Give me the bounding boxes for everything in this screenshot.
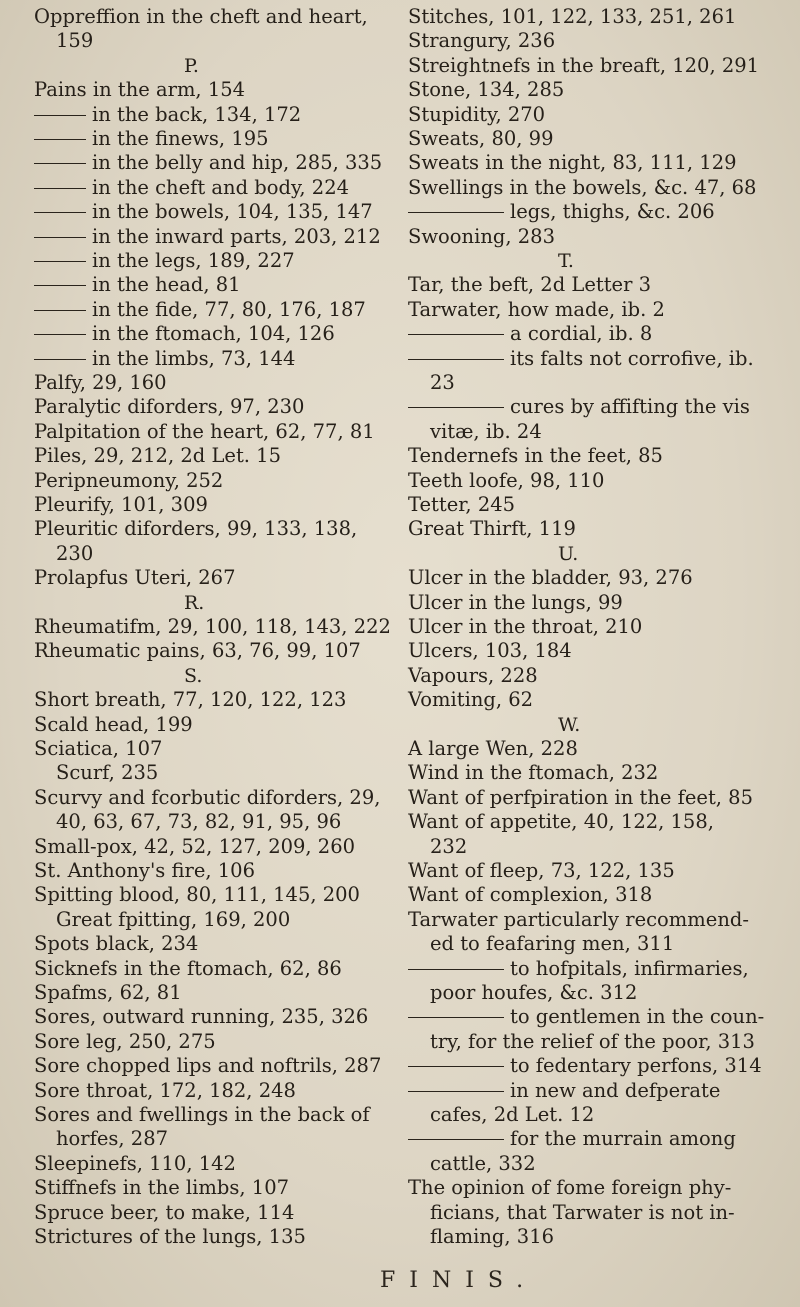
index-entry-text: Tetter, 245 [408, 493, 516, 516]
ditto-dash [34, 237, 86, 238]
index-entry [34, 616, 391, 638]
index-entry-text: Pains in the arm, 154 [34, 78, 246, 102]
ditto-dash [408, 1017, 504, 1018]
index-entry [34, 1202, 294, 1224]
index-entry [34, 1226, 306, 1248]
index-entry [408, 323, 652, 345]
index-entry [408, 738, 578, 760]
index-entry [34, 567, 236, 589]
index-entry-text: Pleurify, 101, 309 [34, 493, 208, 516]
index-entry [34, 128, 269, 150]
index-entry [408, 860, 675, 882]
index-entry-text: A large Wen, 228 [408, 737, 578, 760]
index-entry [408, 30, 555, 52]
section-letter: U. [558, 542, 579, 565]
index-entry [34, 1080, 296, 1102]
index-entry-text: Scald head, 199 [34, 712, 193, 736]
index-entry-text: Strangury, 236 [408, 29, 556, 53]
index-entry-text: to hofpitals, infirmaries, [510, 956, 749, 980]
index-entry [430, 1226, 554, 1248]
index-entry-text: Oppreffion in the cheft and heart, [34, 5, 368, 28]
index-entry-text: Sore throat, 172, 182, 248 [34, 1078, 296, 1102]
index-entry [34, 348, 295, 370]
index-entry-text: in the head, 81 [92, 273, 241, 297]
ditto-dash [408, 969, 504, 970]
index-entry [430, 933, 674, 955]
index-entry [34, 299, 366, 321]
index-entry-text: Strictures of the lungs, 135 [34, 1225, 306, 1248]
index-entry-text: in the bowels, 104, 135, 147 [92, 200, 373, 224]
index-entry [408, 6, 736, 28]
index-entry [408, 445, 663, 467]
index-entry [408, 226, 555, 248]
index-entry-text: Ulcer in the bladder, 93, 276 [408, 566, 693, 590]
section-letter: R. [184, 591, 205, 614]
index-entry-text: Pleuritic diforders, 99, 133, 138, [34, 517, 358, 541]
index-entry-text: in the limbs, 73, 144 [92, 346, 296, 370]
index-entry [34, 787, 380, 809]
index-entry-text: Sores, outward running, 235, 326 [34, 1005, 369, 1029]
ditto-dash [34, 310, 86, 311]
ditto-dash [408, 359, 504, 360]
index-entry-text: Ulcer in the throat, 210 [408, 615, 643, 638]
index-entry-text: Stitches, 101, 122, 133, 251, 261 [408, 5, 737, 28]
index-entry [56, 30, 93, 52]
index-entry-text: Rheumatifm, 29, 100, 118, 143, 222 [34, 615, 391, 638]
index-entry [34, 177, 349, 199]
index-entry [34, 1055, 381, 1077]
ditto-dash [34, 359, 86, 360]
index-entry-text: a cordial, ib. 8 [510, 322, 653, 346]
index-entry [34, 933, 198, 955]
index-entry [408, 1055, 762, 1077]
index-entry-text: Tendernefs in the feet, 85 [408, 444, 663, 468]
index-entry [408, 470, 604, 492]
index-entry [34, 396, 304, 418]
index-entry-text: Scurf, 235 [56, 761, 159, 785]
index-entry-text: in the inward parts, 203, 212 [92, 224, 381, 248]
index-entry-text: Spruce beer, to make, 114 [34, 1200, 295, 1224]
index-entry-text: Palpitation of the heart, 62, 77, 81 [34, 419, 375, 443]
index-entry [34, 1104, 370, 1126]
index-entry [408, 348, 754, 370]
ditto-dash [34, 285, 86, 286]
index-entry [34, 714, 193, 736]
index-entry [34, 79, 245, 101]
index-entry [430, 1031, 755, 1053]
ditto-dash [34, 139, 86, 140]
index-entry [34, 518, 357, 540]
index-entry [34, 152, 382, 174]
index-entry [56, 762, 158, 784]
index-entry [34, 958, 342, 980]
index-entry [408, 909, 749, 931]
index-entry-text: Vapours, 228 [408, 663, 538, 687]
index-entry-text: Palfy, 29, 160 [34, 371, 167, 394]
index-entry-text: 159 [56, 29, 94, 53]
index-entry-text: Prolapfus Uteri, 267 [34, 566, 236, 590]
index-entry-text: cures by affifting the vis [510, 395, 750, 419]
index-entry-text: in the ftomach, 104, 126 [92, 322, 335, 346]
index-entry-text: in the back, 134, 172 [92, 102, 302, 126]
index-entry [408, 177, 756, 199]
index-entry [34, 323, 335, 345]
index-entry [408, 1128, 736, 1150]
index-entry-text: Paralytic diforders, 97, 230 [34, 395, 305, 419]
index-entry-text: ficians, that Tarwater is not in- [430, 1200, 735, 1224]
ditto-dash [34, 212, 86, 213]
index-entry [408, 128, 553, 150]
index-entry-text: to fedentary perfons, 314 [510, 1054, 762, 1078]
section-letter: P. [184, 54, 199, 77]
index-entry [430, 836, 467, 858]
ditto-dash [34, 261, 86, 262]
index-entry [408, 104, 545, 126]
index-entry-text: Small-pox, 42, 52, 127, 209, 260 [34, 834, 356, 858]
index-entry-text: Sore chopped lips and noftrils, 287 [34, 1054, 382, 1078]
index-entry-text: Want of complexion, 318 [408, 883, 653, 907]
index-entry-text: Ulcers, 103, 184 [408, 639, 572, 663]
index-entry-text: in the belly and hip, 285, 335 [92, 151, 383, 175]
index-entry-text: Wind in the ftomach, 232 [408, 761, 659, 785]
index-entry-text: Want of perfpiration in the feet, 85 [408, 785, 753, 809]
index-entry [34, 201, 373, 223]
index-entry-text: Sore leg, 250, 275 [34, 1029, 216, 1053]
index-entry-text: Scurvy and fcorbutic diforders, 29, [34, 785, 381, 809]
index-entry-text: Piles, 29, 212, 2d Let. 15 [34, 444, 281, 468]
index-entry-text: Tarwater particularly recommend- [408, 907, 749, 931]
index-entry [34, 1153, 236, 1175]
index-entry-text: to gentlemen in the coun- [510, 1005, 765, 1029]
index-entry-text: flaming, 316 [430, 1225, 555, 1248]
index-entry-text: Sleepinefs, 110, 142 [34, 1151, 236, 1175]
index-entry-text: horfes, 287 [56, 1127, 169, 1151]
index-entry [430, 982, 637, 1004]
index-entry-text: Sciatica, 107 [34, 737, 163, 760]
index-entry-text: in the fide, 77, 80, 176, 187 [92, 297, 366, 321]
index-entry [34, 689, 346, 711]
index-entry [56, 543, 93, 565]
index-entry-text: 40, 63, 67, 73, 82, 91, 95, 96 [56, 810, 342, 834]
ditto-dash [34, 163, 86, 164]
index-entry [408, 592, 623, 614]
index-entry [34, 494, 208, 516]
index-entry [34, 274, 241, 296]
index-entry [408, 274, 651, 296]
index-entry-text: poor houfes, &c. 312 [430, 981, 638, 1004]
index-entry [34, 226, 381, 248]
index-entry [430, 1104, 594, 1126]
index-entry [408, 1177, 731, 1199]
index-entry-text: Vomiting, 62 [408, 688, 534, 712]
index-entry-text: in the legs, 189, 227 [92, 249, 295, 272]
index-entry-text: Swooning, 283 [408, 224, 555, 248]
index-entry-text: Want of appetite, 40, 122, 158, [408, 810, 714, 834]
index-entry-text: Spafms, 62, 81 [34, 981, 182, 1004]
index-entry [408, 79, 564, 101]
index-entry [34, 1031, 216, 1053]
ditto-dash [408, 1139, 504, 1140]
index-entry-text: ed to feafaring men, 311 [430, 932, 675, 956]
index-entry-text: St. Anthony's fire, 106 [34, 859, 255, 882]
index-entry-text: Stupidity, 270 [408, 102, 546, 126]
index-entry-text: Sicknefs in the ftomach, 62, 86 [34, 956, 342, 980]
index-entry [34, 445, 281, 467]
index-entry-text: Streightnefs in the breaft, 120, 291 [408, 53, 760, 77]
index-entry [34, 860, 255, 882]
index-entry [408, 762, 658, 784]
index-entry-text: try, for the relief of the poor, 313 [430, 1029, 755, 1053]
index-entry [408, 884, 652, 906]
index-entry-text: Great fpitting, 169, 200 [56, 907, 291, 931]
index-entry [408, 152, 737, 174]
index-entry-text: for the murrain among [510, 1127, 736, 1151]
index-entry-text: 230 [56, 541, 94, 565]
ditto-dash [34, 188, 86, 189]
index-entry-text: Sweats in the night, 83, 111, 129 [408, 151, 737, 175]
index-entry [56, 1128, 168, 1150]
index-entry-text: Short breath, 77, 120, 122, 123 [34, 688, 347, 712]
index-entry [408, 201, 715, 223]
ditto-dash [408, 407, 504, 408]
index-entry [34, 250, 295, 272]
index-entry [430, 1153, 536, 1175]
index-entry [56, 811, 341, 833]
index-entry [34, 421, 375, 443]
index-entry-text: Peripneumony, 252 [34, 468, 224, 492]
ditto-dash [408, 212, 504, 213]
index-entry-text: Sweats, 80, 99 [408, 127, 554, 150]
index-entry [34, 836, 355, 858]
index-entry-text: Ulcer in the lungs, 99 [408, 590, 623, 614]
index-entry-text: 23 [430, 371, 455, 394]
index-entry [56, 909, 290, 931]
index-entry-text: cafes, 2d Let. 12 [430, 1103, 595, 1126]
index-entry [408, 689, 533, 711]
index-entry [408, 567, 693, 589]
index-entry-text: Great Thirft, 119 [408, 517, 576, 541]
index-entry-text: Tarwater, how made, ib. 2 [408, 297, 665, 321]
index-entry [34, 738, 162, 760]
index-entry [408, 1080, 720, 1102]
index-entry-text: 232 [430, 834, 468, 858]
index-entry [430, 372, 455, 394]
index-entry-text: Stiffnefs in the limbs, 107 [34, 1176, 290, 1200]
index-entry-text: in the finews, 195 [92, 127, 269, 150]
index-entry-text: Want of fleep, 73, 122, 135 [408, 859, 675, 882]
index-entry-text: Sores and fwellings in the back of [34, 1103, 370, 1126]
section-letter: W. [558, 713, 581, 736]
index-entry [408, 665, 538, 687]
ditto-dash [34, 334, 86, 335]
index-entry [34, 6, 368, 28]
index-entry [408, 1006, 764, 1028]
index-entry [430, 1202, 735, 1224]
index-entry [408, 55, 759, 77]
index-entry [34, 372, 167, 394]
ditto-dash [408, 334, 504, 335]
index-entry [408, 299, 665, 321]
index-entry [34, 104, 301, 126]
index-entry-text: its falts not corrofive, ib. [510, 346, 754, 370]
index-entry-text: in new and defperate [510, 1078, 721, 1102]
ditto-dash [34, 115, 86, 116]
index-entry [408, 811, 714, 833]
index-entry [34, 884, 360, 906]
section-letter: S. [184, 664, 203, 687]
index-entry [408, 518, 576, 540]
index-entry-text: Teeth loofe, 98, 110 [408, 468, 605, 492]
section-letter: T. [558, 250, 574, 272]
index-entry [34, 1177, 289, 1199]
index-entry [408, 958, 749, 980]
index-entry-text: cattle, 332 [430, 1151, 536, 1175]
index-entry [34, 640, 361, 662]
finis-footer: FINIS. [380, 1268, 538, 1293]
index-entry [34, 1006, 368, 1028]
ditto-dash [408, 1091, 504, 1092]
index-entry-text: Swellings in the bowels, &c. 47, 68 [408, 175, 757, 199]
index-entry [408, 494, 515, 516]
index-entry [408, 396, 750, 418]
index-entry-text: The opinion of fome foreign phy- [408, 1176, 732, 1200]
index-entry [408, 616, 642, 638]
index-entry-text: Spots black, 234 [34, 932, 199, 956]
index-entry-text: Spitting blood, 80, 111, 145, 200 [34, 883, 360, 907]
index-entry [430, 421, 542, 443]
index-entry [34, 982, 182, 1004]
ditto-dash [408, 1066, 504, 1067]
index-entry-text: vitæ, ib. 24 [430, 419, 542, 443]
index-entry [408, 640, 572, 662]
index-entry-text: in the cheft and body, 224 [92, 175, 350, 199]
index-entry-text: Tar, the beft, 2d Letter 3 [408, 273, 652, 297]
index-entry-text: Stone, 134, 285 [408, 78, 565, 102]
index-entry-text: Rheumatic pains, 63, 76, 99, 107 [34, 639, 361, 663]
index-entry [34, 470, 223, 492]
index-entry [408, 787, 753, 809]
index-entry-text: legs, thighs, &c. 206 [510, 200, 715, 224]
